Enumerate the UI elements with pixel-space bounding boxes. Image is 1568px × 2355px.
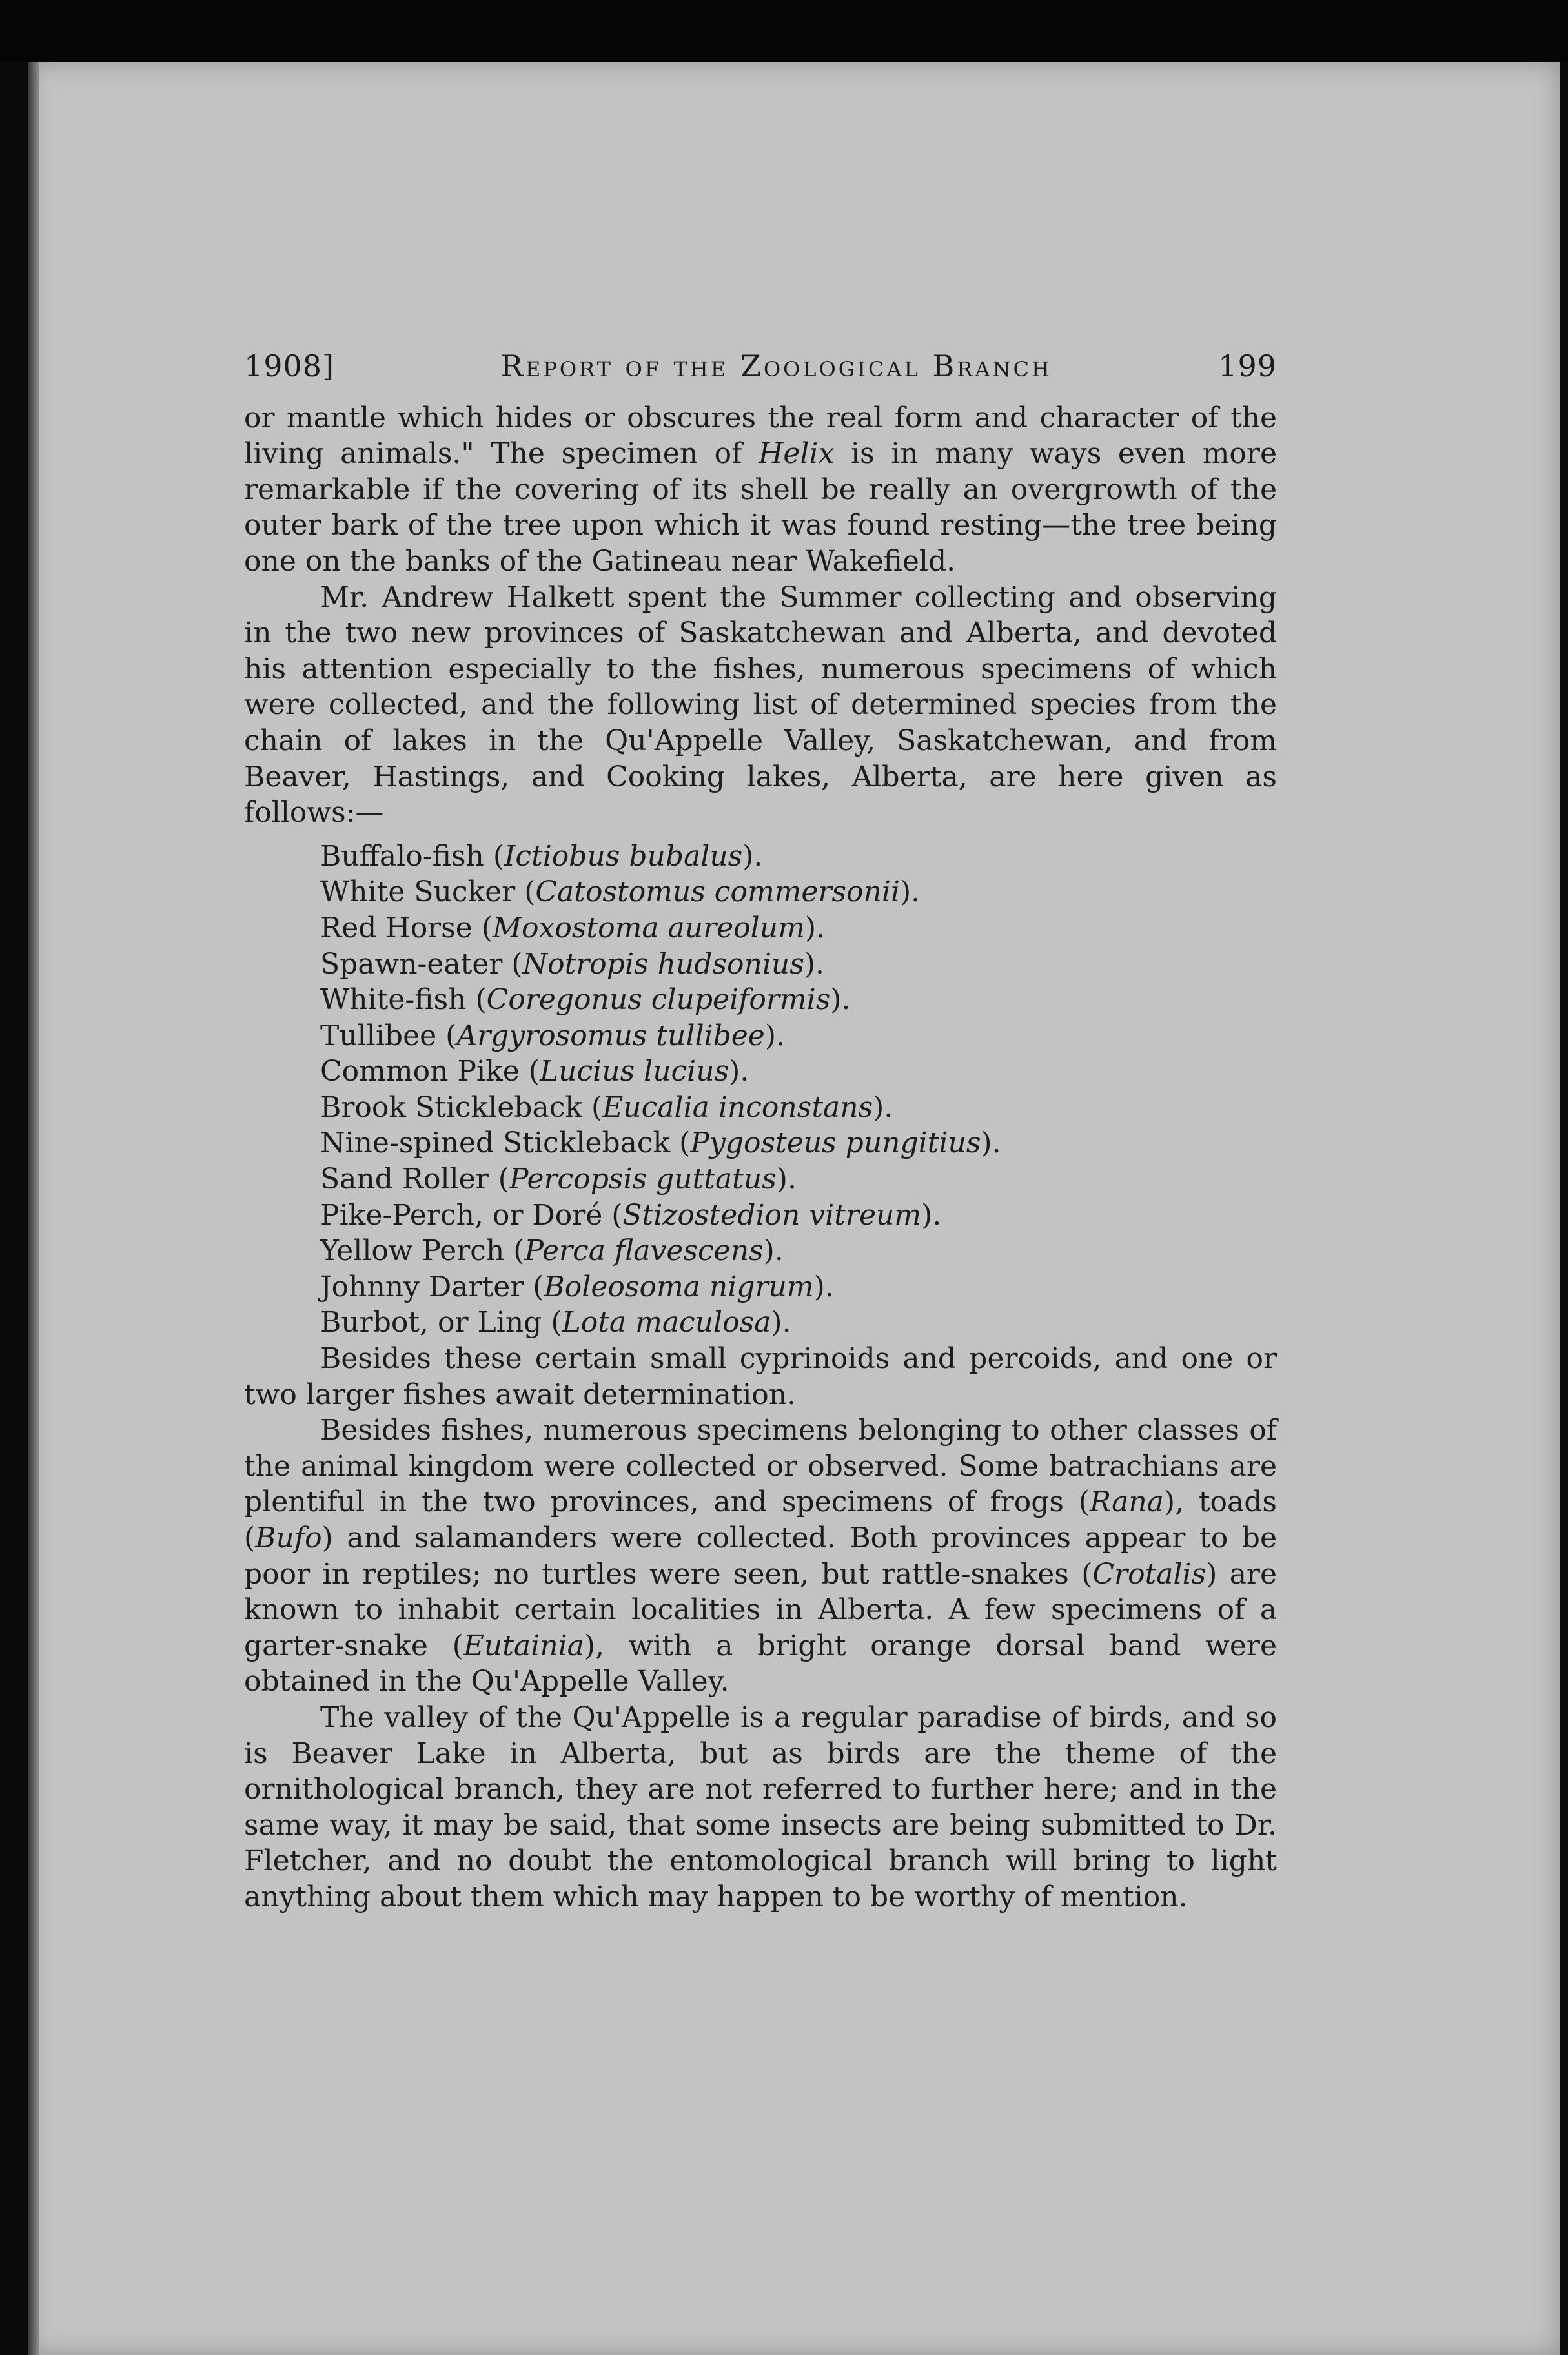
paragraph-helix [244, 400, 1277, 580]
paragraph-other-classes [244, 1412, 1277, 1700]
scan-top-border [0, 0, 1568, 62]
paragraph-halkett: Mr. Andrew Halkett spent the Summer collecting and observing in the two new provinces of Saskatchewan and Alberta, and devoted his attention especially to the fishes, numerous specimens of which were collected, and the following list of determined species from the chain of lakes in the Qu'Appelle Valley, Saskatchewan, and from Beaver, Hastings, and Cooking lakes, Alberta, are here given as follows:— [244, 580, 1277, 830]
paragraph-undetermined: Besides these certain small cyprinoids and percoids, and one or two larger fishes await determination. [244, 1342, 1277, 1411]
species-item: White Sucker (Catostomus commersonii). [320, 875, 921, 909]
species-item: Nine-spined Stickleback (Pygosteus pungitius). [320, 1127, 1001, 1160]
para1-italic-helix: Helix [759, 437, 835, 471]
species-item: Burbot, or Ling (Lota maculosa). [320, 1306, 791, 1340]
page-binding-edge [28, 62, 39, 2355]
species-item: Sand Roller (Percopsis guttatus). [320, 1163, 797, 1196]
para4-text-1: Besides fishes, numerous specimens belonging to other classes of the animal kingdom were collected or observed. Some batrachians are plentiful in the two provinces, and specimens of frogs ( [244, 1414, 1277, 1519]
para4-text-4: ) are known to inhabit certain localities in Alberta. A few specimens of a garter-snake ( [244, 1557, 1277, 1662]
running-header [244, 349, 1277, 385]
species-item: Tullibee (Argyrosomus tullibee). [320, 1019, 786, 1052]
header-year: 1908] [244, 349, 335, 383]
para4-text-5: ), with a bright orange dorsal band were obtained in the Qu'Appelle Valley. [244, 1629, 1277, 1698]
species-item: Buffalo-fish (Ictiobus bubalus). [320, 839, 763, 873]
species-item: Spawn-eater (Notropis hudsonius). [320, 947, 824, 981]
para1-text-2: is in many ways even more remarkable if the covering of its shell be really an overgrowth of the outer bark of the tree upon which it was found resting—the tree being one on the banks of the Gatineau near Wakefield. [244, 437, 1277, 578]
species-item: White-fish (Coregonus clupeiformis). [320, 983, 851, 1017]
para4-italic-bufo: Bufo [255, 1522, 322, 1555]
para1-text-1: or mantle which hides or obscures the real form and character of the living animals." The specimen of [244, 401, 1277, 471]
species-list [244, 839, 1277, 1341]
para4-italic-eutainia: Eutainia [463, 1629, 584, 1662]
species-item: Johnny Darter (Boleosoma nigrum). [320, 1270, 834, 1303]
page-text-block [244, 349, 1277, 1915]
paragraph-birds-insects: The valley of the Qu'Appelle is a regular paradise of birds, and so is Beaver Lake in Alberta, but as birds are the theme of the ornithological branch, they are not referred to further here; and in the same way, it may be said, that some insects are being submitted to Dr. Fletcher, and no doubt the entomological branch will bring to light anything about them which may happen to be worthy of mention. [244, 1700, 1277, 1913]
species-item: Common Pike (Lucius lucius). [320, 1055, 749, 1088]
para4-italic-crotalis: Crotalis [1092, 1557, 1207, 1591]
species-item: Red Horse (Moxostoma aureolum). [320, 911, 825, 944]
species-item: Yellow Perch (Perca flavescens). [320, 1234, 784, 1268]
para4-text-3: ) and salamanders were collected. Both provinces appear to be poor in reptiles; no turtles were seen, but rattle-snakes ( [244, 1522, 1277, 1591]
species-item: Brook Stickleback (Eucalia inconstans). [320, 1090, 893, 1124]
header-title: Report of the Zoological Branch [500, 349, 1052, 383]
para4-italic-rana: Rana [1089, 1485, 1164, 1519]
species-item: Pike-Perch, or Doré (Stizostedion vitreum). [320, 1198, 942, 1232]
para4-text-2: ), toads ( [244, 1485, 1277, 1555]
page-number: 199 [1218, 349, 1277, 383]
